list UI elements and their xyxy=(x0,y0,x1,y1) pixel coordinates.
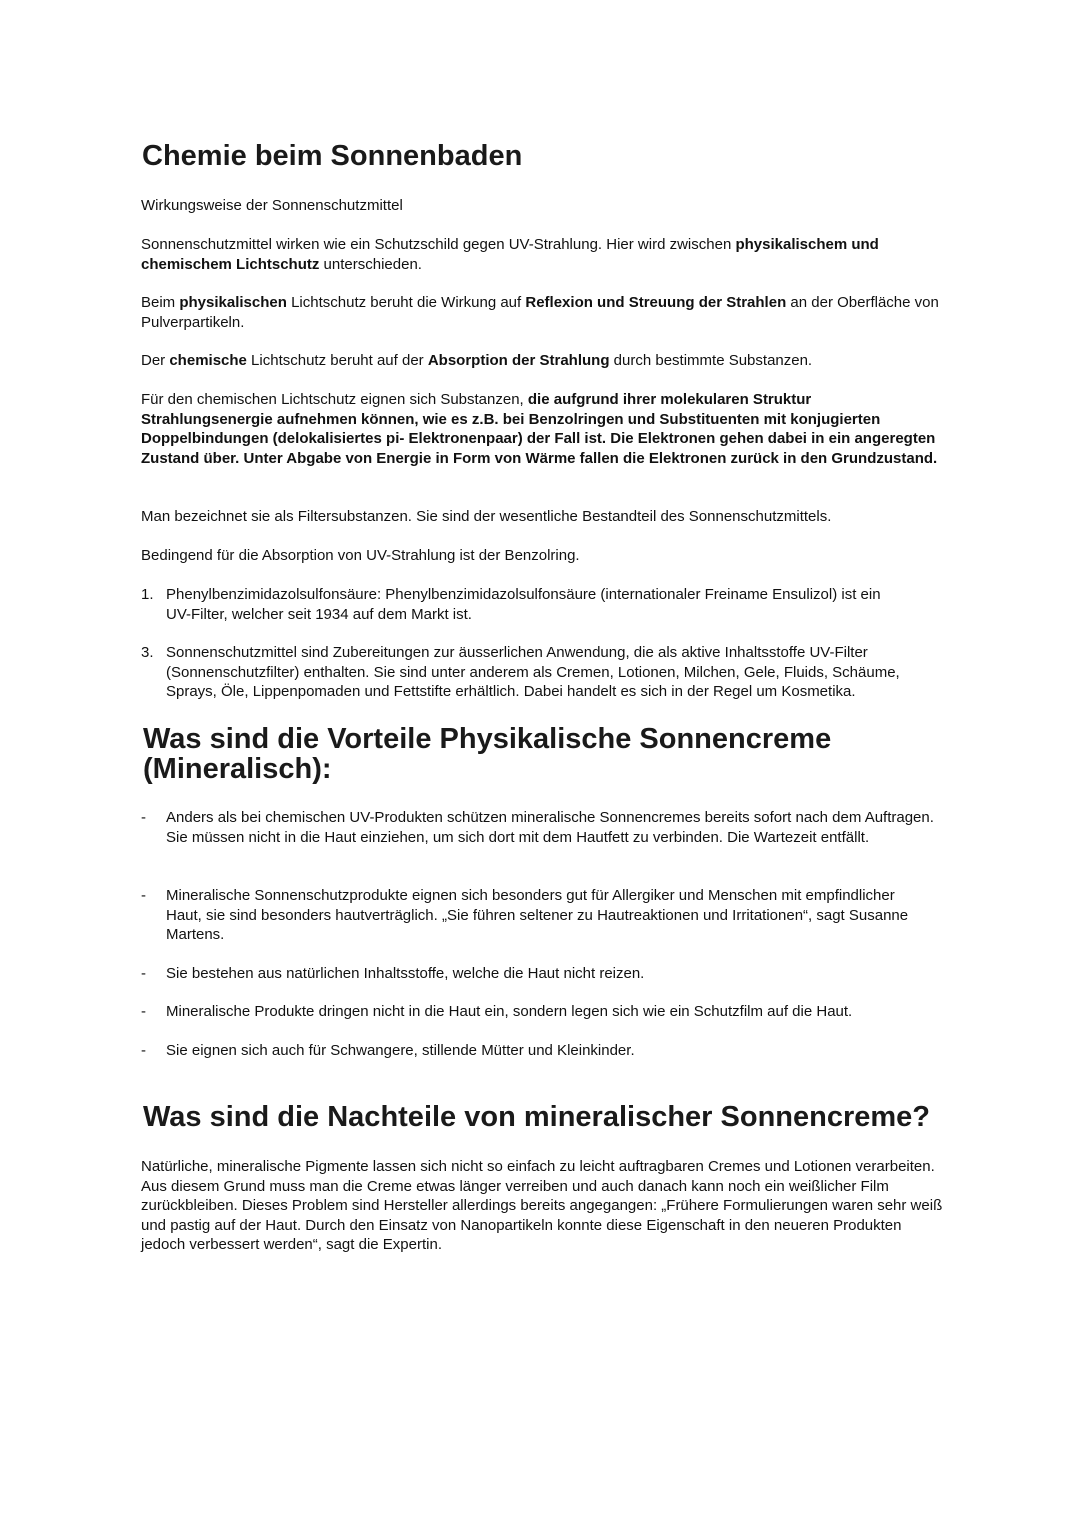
bold-text: Absorption der Strahlung xyxy=(427,352,610,369)
list-number: 1. xyxy=(141,586,154,603)
bold-text: die aufgrund ihrer molekularen Struktur Strahlungsenergie aufnehmen können, wie es z.B. bei Benzolringen und Substituenten mit konjugierten Doppelbindungen (delokalisiertes pi- Elektronenpaar) der Fall ist. Die Elektronen gehen dabei in ein angeregten Zustand über. Unter Abgabe von Energie in Form von Wärme fallen die Elektronen zurück in den Grundzustand. xyxy=(141,391,938,467)
section-heading-disadvantages: Was sind die Nachteile von mineralischer Sonnencreme? xyxy=(143,1101,931,1133)
text: Für den chemischen Lichtschutz eignen sich Substanzen, xyxy=(141,391,528,408)
paragraph-substances xyxy=(141,390,946,468)
section-heading-advantages: Was sind die Vorteile Physikalische Sonnencreme (Mineralisch): xyxy=(143,723,832,785)
text: durch bestimmte Substanzen. xyxy=(609,352,813,369)
bold-text: physikalischen xyxy=(179,294,287,311)
bullet-item: Sie eignen sich auch für Schwangere, stillende Mütter und Kleinkinder. xyxy=(166,1042,635,1059)
text: Sonnenschutzmittel wirken wie ein Schutzschild gegen UV-Strahlung. Hier wird zwischen xyxy=(141,236,736,253)
text: Lichtschutz beruht die Wirkung auf xyxy=(286,294,526,311)
bullet-dash: - xyxy=(141,887,146,904)
text: Der xyxy=(141,352,170,369)
paragraph-intro xyxy=(141,235,956,274)
paragraph-benzene: Bedingend für die Absorption von UV-Strahlung ist der Benzolring. xyxy=(141,547,580,564)
paragraph-filter: Man bezeichnet sie als Filtersubstanzen. Sie sind der wesentliche Bestandteil des Sonnenschutzmittels. xyxy=(141,508,832,525)
paragraph-chemical xyxy=(141,351,956,371)
bold-text: chemische xyxy=(169,352,247,369)
text: Beim xyxy=(141,294,180,311)
bullet-item: Sie bestehen aus natürlichen Inhaltsstoffe, welche die Haut nicht reizen. xyxy=(166,965,645,982)
paragraph-physical xyxy=(141,293,956,332)
text: unterschieden. xyxy=(319,255,422,273)
bullet-dash: - xyxy=(141,1003,146,1020)
bullet-item: Mineralische Sonnenschutzprodukte eignen sich besonders gut für Allergiker und Menschen mit empfindlicher Haut, sie sind besonders hautverträglich. „Sie führen seltener zu Hautreaktionen und Irritationen“, sagt Susanne Martens. xyxy=(166,887,909,943)
text: an der Oberfläche von Pulverpartikeln. xyxy=(141,294,939,331)
list-number: 3. xyxy=(141,644,154,661)
list-item: Phenylbenzimidazolsulfonsäure: Phenylbenzimidazolsulfonsäure (internationaler Freiname Ensulizol) ist ein UV-Filter, welcher seit 1934 auf dem Markt ist. xyxy=(166,586,881,623)
paragraph-disadvantages: Natürliche, mineralische Pigmente lassen sich nicht so einfach zu leicht auftragbaren Cremes und Lotionen verarbeiten. Aus diesem Grund muss man die Creme etwas länger verreiben und auch danach kann noch ein weißlicher Film zurückbleiben. Dieses Problem sind Hersteller allerdings bereits angegangen: „Frühere Formulierungen waren sehr weiß und pastig auf der Haut. Durch den Einsatz von Nanopartikeln konnte diese Eigenschaft in den neueren Produkten jedoch verbessert werden“, sagt die Expertin. xyxy=(141,1158,943,1253)
bullet-item: Anders als bei chemischen UV-Produkten schützen mineralische Sonnencremes bereits sofort nach dem Auftragen. Sie müssen nicht in die Haut einziehen, um sich dort mit dem Hautfett zu verbinden. Die Wartezeit entfällt. xyxy=(166,809,934,846)
bullet-dash: - xyxy=(141,1042,146,1059)
bold-text: Reflexion und Streuung der Strahlen xyxy=(525,294,787,311)
bullet-item: Mineralische Produkte dringen nicht in die Haut ein, sondern legen sich wie ein Schutzfilm auf die Haut. xyxy=(166,1003,853,1020)
list-item: Sonnenschutzmittel sind Zubereitungen zur äusserlichen Anwendung, die als aktive Inhaltsstoffe UV-Filter (Sonnenschutzfilter) enthalten. Sie sind unter anderem als Cremen, Lotionen, Milchen, Gele, Fluids, Schäume, Sprays, Öle, Lippenpomaden und Fettstifte erhältlich. Dabei handelt es sich in der Regel um Kosmetika. xyxy=(166,644,900,700)
bullet-dash: - xyxy=(141,809,146,826)
subtitle: Wirkungsweise der Sonnenschutzmittel xyxy=(141,197,403,214)
bullet-dash: - xyxy=(141,965,146,982)
page-title: Chemie beim Sonnenbaden xyxy=(142,140,523,172)
bold-text: physikalischem und chemischem Lichtschutz xyxy=(141,236,879,273)
text: Lichtschutz beruht auf der xyxy=(246,352,428,369)
